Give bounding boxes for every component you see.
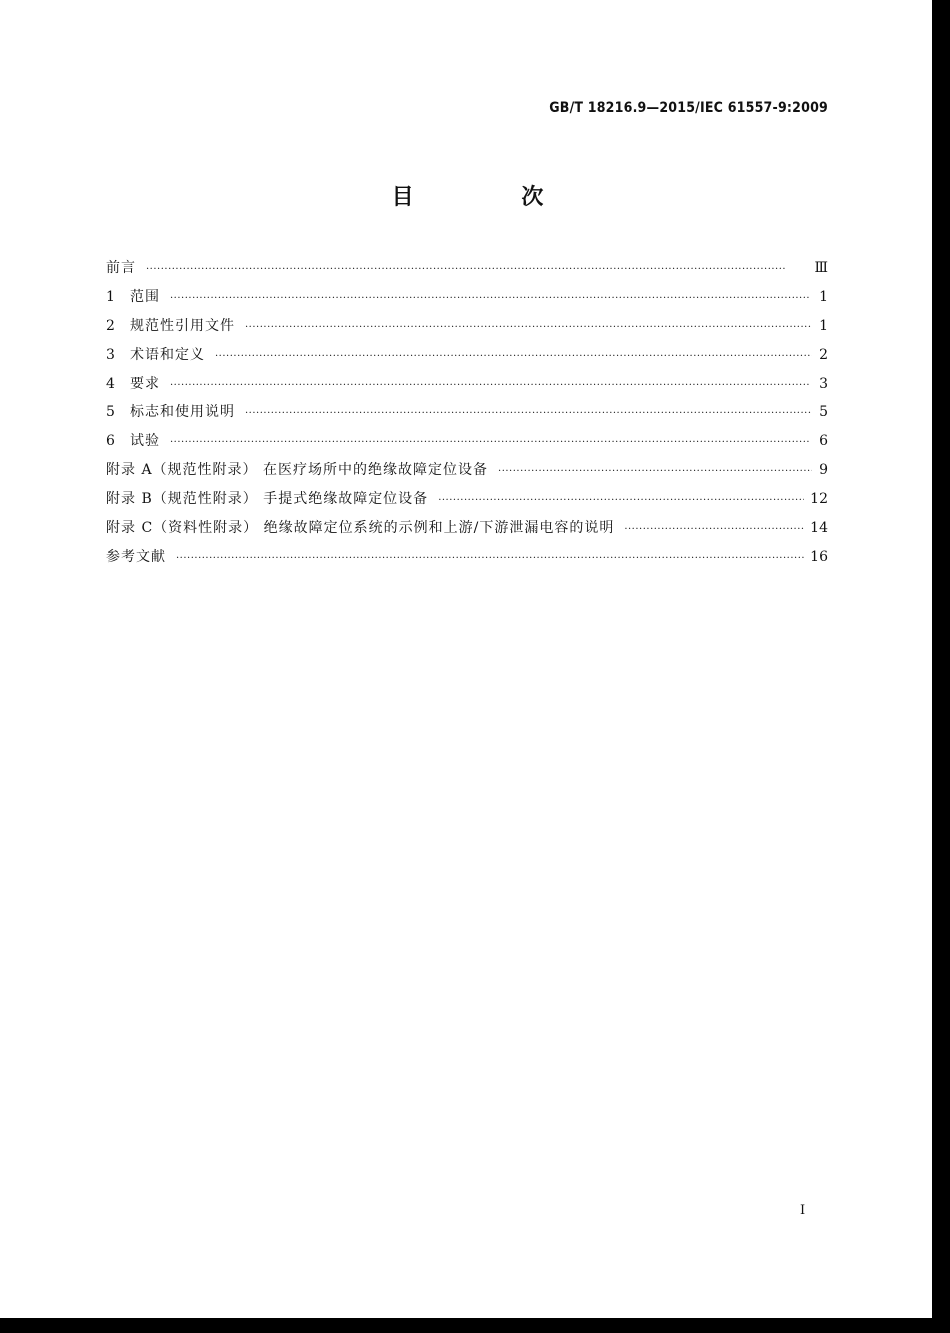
table-of-contents — [106, 254, 828, 572]
toc-entry-label: 附录 A（规范性附录） 在医疗场所中的绝缘故障定位设备 — [106, 462, 489, 479]
toc-entry[interactable] — [106, 312, 828, 341]
toc-leader-dots — [624, 516, 804, 545]
toc-entry[interactable] — [106, 427, 828, 456]
toc-entry-label: 标志和使用说明 — [130, 404, 235, 421]
page-title: 目 次 — [391, 185, 594, 210]
toc-entry-page: 14 — [810, 520, 828, 537]
toc-entry[interactable] — [106, 283, 828, 312]
toc-entry-page: 9 — [819, 462, 828, 479]
toc-leader-dots — [170, 429, 812, 458]
toc-entry-page: 1 — [819, 288, 828, 305]
toc-entry-page: Ⅲ — [814, 260, 828, 276]
toc-entry-page: 6 — [819, 433, 828, 450]
toc-entry-page: 2 — [819, 346, 828, 363]
toc-entry-label: 规范性引用文件 — [130, 317, 235, 334]
page-number: I — [800, 1203, 806, 1218]
toc-entry-number: 6 — [106, 433, 115, 450]
toc-entry-page: 16 — [810, 548, 828, 565]
toc-entry-label: 前言 — [106, 260, 136, 276]
toc-leader-dots — [215, 343, 812, 372]
toc-leader-dots — [170, 372, 812, 401]
toc-entry-label: 附录 B（规范性附录） 手提式绝缘故障定位设备 — [106, 491, 429, 508]
toc-entry-number: 1 — [106, 288, 115, 305]
toc-entry[interactable] — [106, 370, 828, 399]
toc-entry[interactable] — [106, 543, 828, 572]
toc-leader-dots — [146, 256, 808, 285]
toc-entry[interactable] — [106, 514, 828, 543]
toc-entry-page: 12 — [810, 491, 828, 508]
toc-entry-number: 2 — [106, 317, 115, 334]
toc-leader-dots — [245, 314, 812, 343]
toc-entry-page: 5 — [819, 404, 828, 421]
toc-entry-label: 要求 — [130, 375, 160, 392]
standard-code: GB/T 18216.9—2015/IEC 61557-9:2009 — [549, 100, 828, 116]
toc-entry-label: 附录 C（资料性附录） 绝缘故障定位系统的示例和上游/下游泄漏电容的说明 — [106, 520, 615, 537]
toc-entry-number: 5 — [106, 404, 115, 421]
toc-leader-dots — [176, 545, 804, 574]
toc-leader-dots — [498, 458, 812, 487]
toc-leader-dots — [245, 400, 812, 429]
page-edge-bottom — [0, 1318, 950, 1333]
toc-entry[interactable] — [106, 456, 828, 485]
toc-entry-number: 4 — [106, 375, 115, 392]
toc-entry[interactable] — [106, 485, 828, 514]
toc-entry-page: 1 — [819, 317, 828, 334]
toc-entry-label: 参考文献 — [106, 548, 166, 565]
toc-entry-label: 试验 — [130, 433, 160, 450]
toc-entry-label: 范围 — [130, 288, 160, 305]
toc-entry-number: 3 — [106, 346, 115, 363]
toc-leader-dots — [170, 285, 812, 314]
toc-entry[interactable] — [106, 398, 828, 427]
toc-entry-label: 术语和定义 — [130, 346, 205, 363]
toc-entry[interactable] — [106, 254, 828, 283]
toc-entry-page: 3 — [819, 375, 828, 392]
toc-leader-dots — [438, 487, 804, 516]
toc-entry[interactable] — [106, 341, 828, 370]
